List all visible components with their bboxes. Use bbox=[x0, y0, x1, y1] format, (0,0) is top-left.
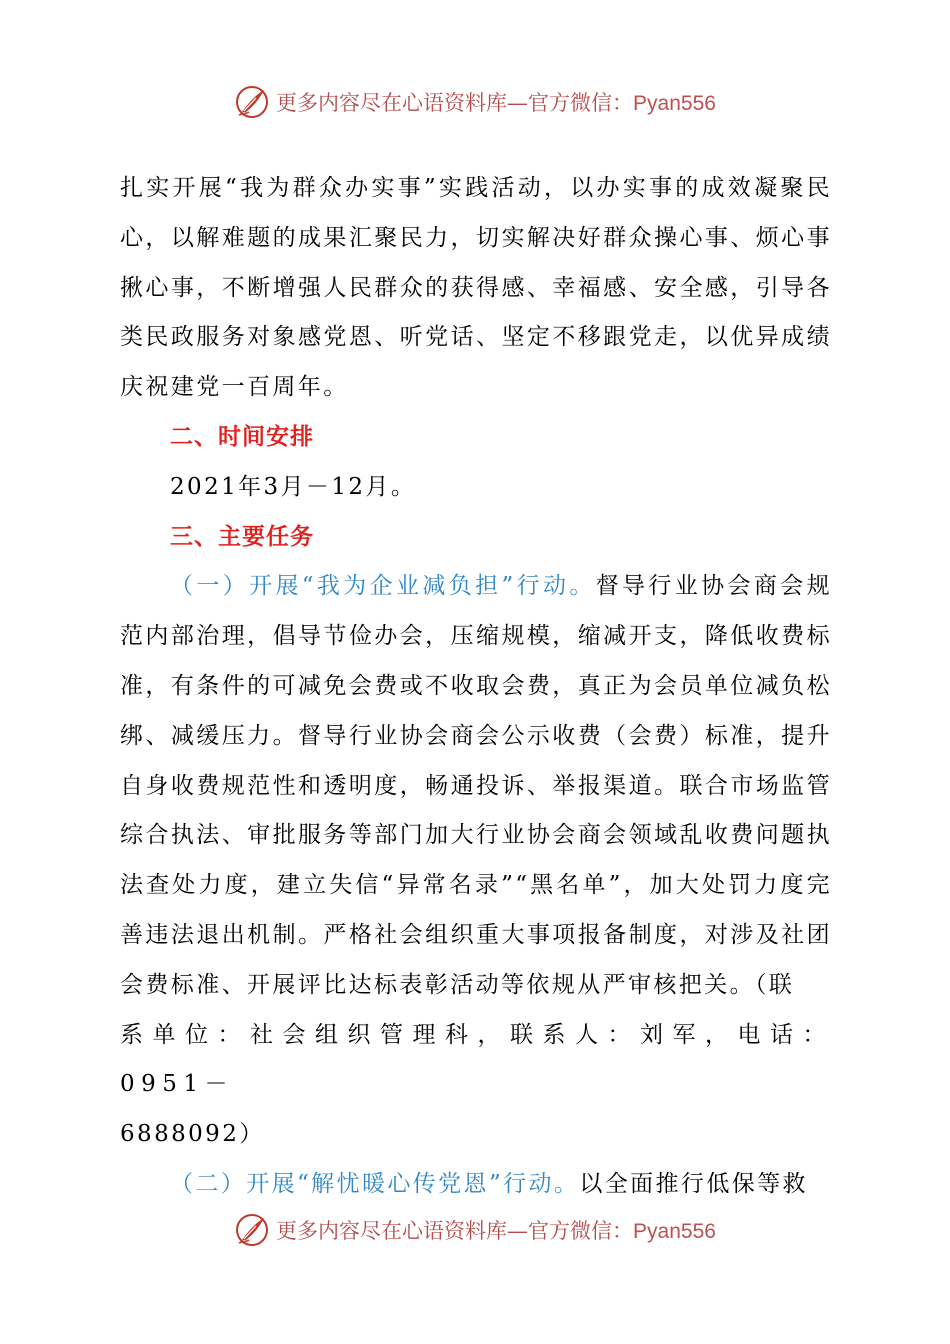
watermark-banner-top bbox=[0, 82, 950, 122]
watermark-main: 更多内容尽在心语资料库 bbox=[276, 91, 508, 115]
paragraph-intro: 扎实开展“我为群众办实事”实践活动，以办实事的成效凝聚民心，以解难题的成果汇聚民力，切实解决好群众操心事、烦心事揪心事，不断增强人民群众的获得感、幸福感、安全感，引导各类民政服务对象感党恩、听党话、坚定不移跟党走，以优异成绩庆祝建党一百周年。 bbox=[120, 175, 832, 401]
watermark-wx-id: Pyan556 bbox=[633, 92, 716, 115]
watermark-wx-id: Pyan556 bbox=[633, 1220, 716, 1243]
watermark-text bbox=[276, 87, 716, 117]
time-range: 2021年3月－12月。 bbox=[170, 473, 417, 500]
watermark-text bbox=[276, 1215, 716, 1245]
document-body bbox=[120, 164, 832, 1210]
watermark-separator: — bbox=[507, 91, 529, 115]
section-1-body: 督导行业协会商会规范内部治理，倡导节俭办会，压缩规模，缩减开支，降低收费标准，有条件的可减免会费或不收取会费，真正为会员单位减负松绑、减缓压力。督导行业协会商会公示收费（会费）标准，提升自身收费规范性和透明度，畅通投诉、举报渠道。联合市场监管综合执法、审批服务等部门加大行业协会商会领域乱收费问题执法查处力度，建立失信“异常名录”“黑名单”，加大处罚力度完善违法退出机制。严格社会组织重大事项报备制度，对涉及社团会费标准、开展评比达标表彰活动等依规从严审核把关。（联 bbox=[120, 573, 832, 998]
section-2 bbox=[120, 1160, 832, 1210]
watermark-wx-label: 官方微信： bbox=[528, 91, 634, 115]
watermark-separator: — bbox=[507, 1219, 529, 1243]
quill-pen-logo-icon bbox=[234, 84, 270, 120]
section-2-title: （二）开展“解忧暖心传党恩”行动。 bbox=[170, 1170, 580, 1197]
quill-pen-logo-icon bbox=[234, 1212, 270, 1248]
section-1-phone: 6888092） bbox=[120, 1121, 265, 1148]
section-2-body: 以全面推行低保等救 bbox=[579, 1170, 808, 1197]
watermark-banner-bottom bbox=[0, 1210, 950, 1250]
section-1-title: （一）开展“我为企业减负担”行动。 bbox=[170, 573, 596, 600]
watermark-wx-label: 官方微信： bbox=[528, 1219, 634, 1243]
heading-time-arrangement: 二、时间安排 bbox=[170, 423, 314, 450]
section-1-contact: 系单位：社会组织管理科，联系人：刘军，电话：0951－ bbox=[120, 1021, 832, 1098]
section-1 bbox=[120, 562, 832, 1160]
heading-main-tasks: 三、主要任务 bbox=[170, 523, 314, 550]
watermark-main: 更多内容尽在心语资料库 bbox=[276, 1219, 508, 1243]
